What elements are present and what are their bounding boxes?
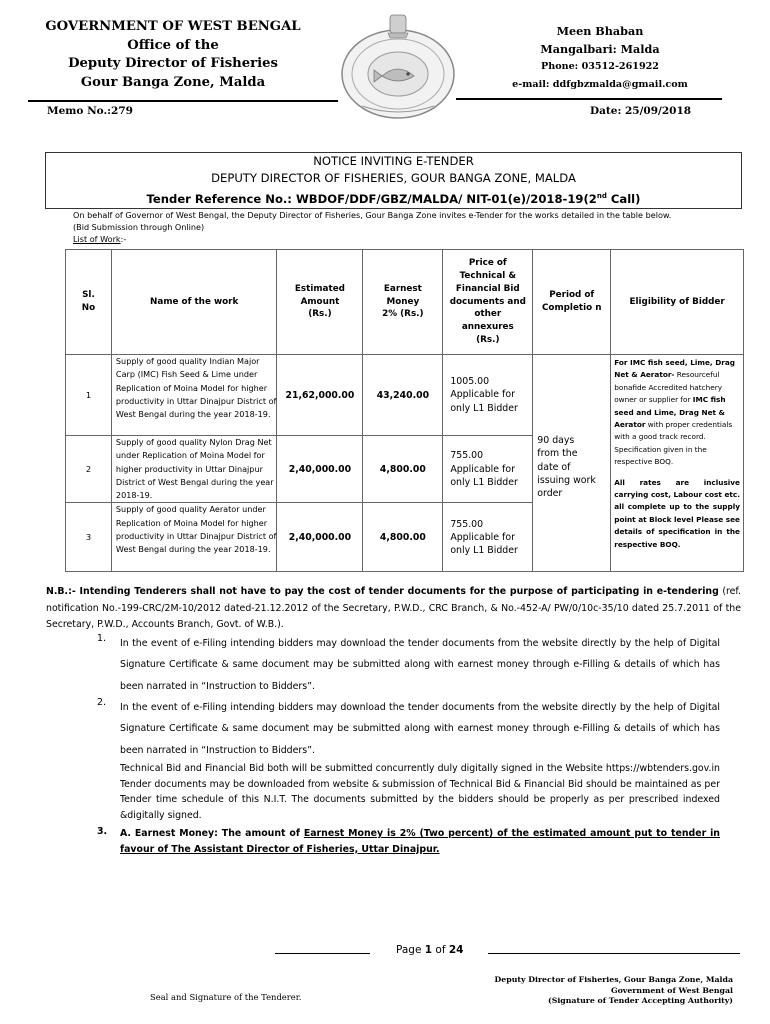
row-sl: 3 (66, 503, 112, 572)
authority-signature-label: (Signature of Tender Accepting Authority) (548, 996, 733, 1006)
intro-line: On behalf of Governor of West Bengal, the Deputy Director of Fisheries, Gour Banga Zone invites e-Tender for the works detailed in the table below. (73, 210, 672, 220)
col-header-estimated: Estimated Amount (Rs.) (277, 250, 363, 355)
eligibility-of-bidder: For IMC fish seed, Lime, Drag Net & Aerator- Resourceful bonafide Accredited hatchery owner or supplier for IMC fish seed and Lime, Drag Net & Aerator with proper credentials with a good track record. Specification given in the respective BOQ. All rates are inclusive carrying cost, Labour cost etc. all complete up to the supply point at Block level Please see details of specification in the respective BOQ. (611, 355, 744, 572)
period-of-completion: 90 days from the date of issuing work order (533, 355, 611, 572)
office-zone: Gour Banga Zone, Malda (80, 74, 266, 90)
row-price: 755.00 Applicable for only L1 Bidder (443, 436, 533, 503)
list-of-work-label: List of Work:- (73, 234, 127, 245)
letterhead-rule-left (28, 100, 338, 102)
footer-rule-right (488, 953, 740, 954)
row-earnest: 43,240.00 (363, 355, 443, 436)
authority-signature-block (460, 975, 733, 1007)
footer-rule-left (275, 953, 370, 954)
row-work-name: Supply of good quality Nylon Drag Net under Replication of Moina Model for higher productivity in Uttar Dinajpur District of West Bengal during the year 2018-19. (111, 436, 277, 503)
notice-title: NOTICE INVITING E-TENDER (313, 154, 474, 168)
col-header-name: Name of the work (111, 250, 277, 355)
authority-government: Government of West Bengal (610, 985, 733, 995)
earnest-money-clause: A. Earnest Money: The amount of Earnest Money is 2% (Two percent) of the estimated amount put to tender in favour of The Assistant Director of Fisheries, Uttar Dinajpur. (120, 828, 720, 855)
authority-name: Deputy Director of Fisheries, Gour Banga Zone, Malda (494, 975, 733, 984)
office-designation: Deputy Director of Fisheries (68, 56, 278, 71)
col-header-sl: Sl. No (66, 250, 112, 355)
row-earnest: 4,800.00 (363, 503, 443, 572)
table-header-row (66, 250, 744, 355)
item-number: 3. (97, 826, 108, 837)
item-text-continued: Technical Bid and Financial Bid both will be submitted concurrently duly digitally signed in the Website https://wbtenders.gov.in Tender documents may be downloaded from website & submission of Technical Bid & Financial Bid should be maintained as per Tender time schedule of this N.I.T. The documents submitted by the bidders should be properly as per prescribed indexed &digitally signed. (120, 763, 720, 821)
memo-number: Memo No.:279 (47, 105, 133, 117)
intro-paragraph (73, 209, 743, 246)
row-work-name: Supply of good quality Indian Major Carp (IMC) Fish Seed & Lime under Replication of Moina Model for higher productivity in Uttar Dinajpur District of West Bengal during the year 2018-19. (111, 355, 277, 436)
bid-submission-note: (Bid Submission through Online) (73, 222, 205, 233)
office-address-block (28, 18, 318, 92)
locality: Mangalbari: Malda (540, 42, 660, 56)
row-sl: 1 (66, 355, 112, 436)
page-indicator: Page 1 of 24 (396, 944, 464, 956)
row-estimated: 21,62,000.00 (277, 355, 363, 436)
work-list-table (65, 249, 744, 572)
table-row (66, 355, 744, 436)
letterhead-rule-right (456, 98, 722, 100)
issuing-authority: DEPUTY DIRECTOR OF FISHERIES, GOUR BANGA ZONE, MALDA (211, 171, 576, 185)
row-estimated: 2,40,000.00 (277, 436, 363, 503)
item-text: In the event of e-Filing intending bidders may download the tender documents from the website directly by the help of Digital Signature Certificate & same document may be submitted along with earnest money through e-Filling & details of which has been narrated in “Instruction to Bidders”. (120, 638, 720, 692)
notice-title-box (45, 152, 742, 209)
row-price: 755.00 Applicable for only L1 Bidder (443, 503, 533, 572)
nb-paragraph: N.B.:- Intending Tenderers shall not have to pay the cost of tender documents for the purpose of participating in e-tendering (ref. notification No.-199-CRC/2M-10/2012 dated-21.12.2012 of the Secretary, P.W.D., CRC Branch, & No.-452-A/ PW/0/10c-35/10 dated 25.7.2011 of the Secretary, P.W.D., Accounts Branch, Govt. of W.B.). (46, 586, 741, 630)
tenderer-signature-label: Seal and Signature of the Tenderer. (150, 992, 302, 1002)
col-header-period: Period of Completio n (533, 250, 611, 355)
government-name: GOVERNMENT OF WEST BENGAL (45, 19, 301, 34)
col-header-earnest: Earnest Money 2% (Rs.) (363, 250, 443, 355)
row-earnest: 4,800.00 (363, 436, 443, 503)
row-price: 1005.00 Applicable for only L1 Bidder (443, 355, 533, 436)
row-work-name: Supply of good quality Aerator under Replication of Moina Model for higher productivity in Uttar Dinajpur District of West Bengal during the year 2018-19. (111, 503, 277, 572)
row-sl: 2 (66, 436, 112, 503)
email-address: e-mail: ddfgbzmalda@gmail.com (512, 79, 688, 90)
row-estimated: 2,40,000.00 (277, 503, 363, 572)
contact-block (470, 22, 730, 94)
building-name: Meen Bhaban (556, 24, 644, 38)
phone-number: Phone: 03512-261922 (541, 61, 659, 72)
memo-date: Date: 25/09/2018 (590, 105, 692, 117)
item-number: 1. (97, 633, 106, 644)
item-number: 2. (97, 697, 106, 708)
tender-reference: Tender Reference No.: WBDOF/DDF/GBZ/MALDA/ NIT-01(e)/2018-19(2nd Call) (146, 191, 641, 206)
col-header-price: Price of Technical & Financial Bid documents and other annexures (Rs.) (443, 250, 533, 355)
office-of-line: Office of the (127, 37, 219, 53)
col-header-eligibility: Eligibility of Bidder (611, 250, 744, 355)
government-seal-logo (336, 10, 460, 120)
item-text: In the event of e-Filing intending bidders may download the tender documents from the website directly by the help of Digital Signature Certificate & same document may be submitted along with earnest money through e-Filling & details of which has been narrated in “Instruction to Bidders”. (120, 702, 720, 756)
